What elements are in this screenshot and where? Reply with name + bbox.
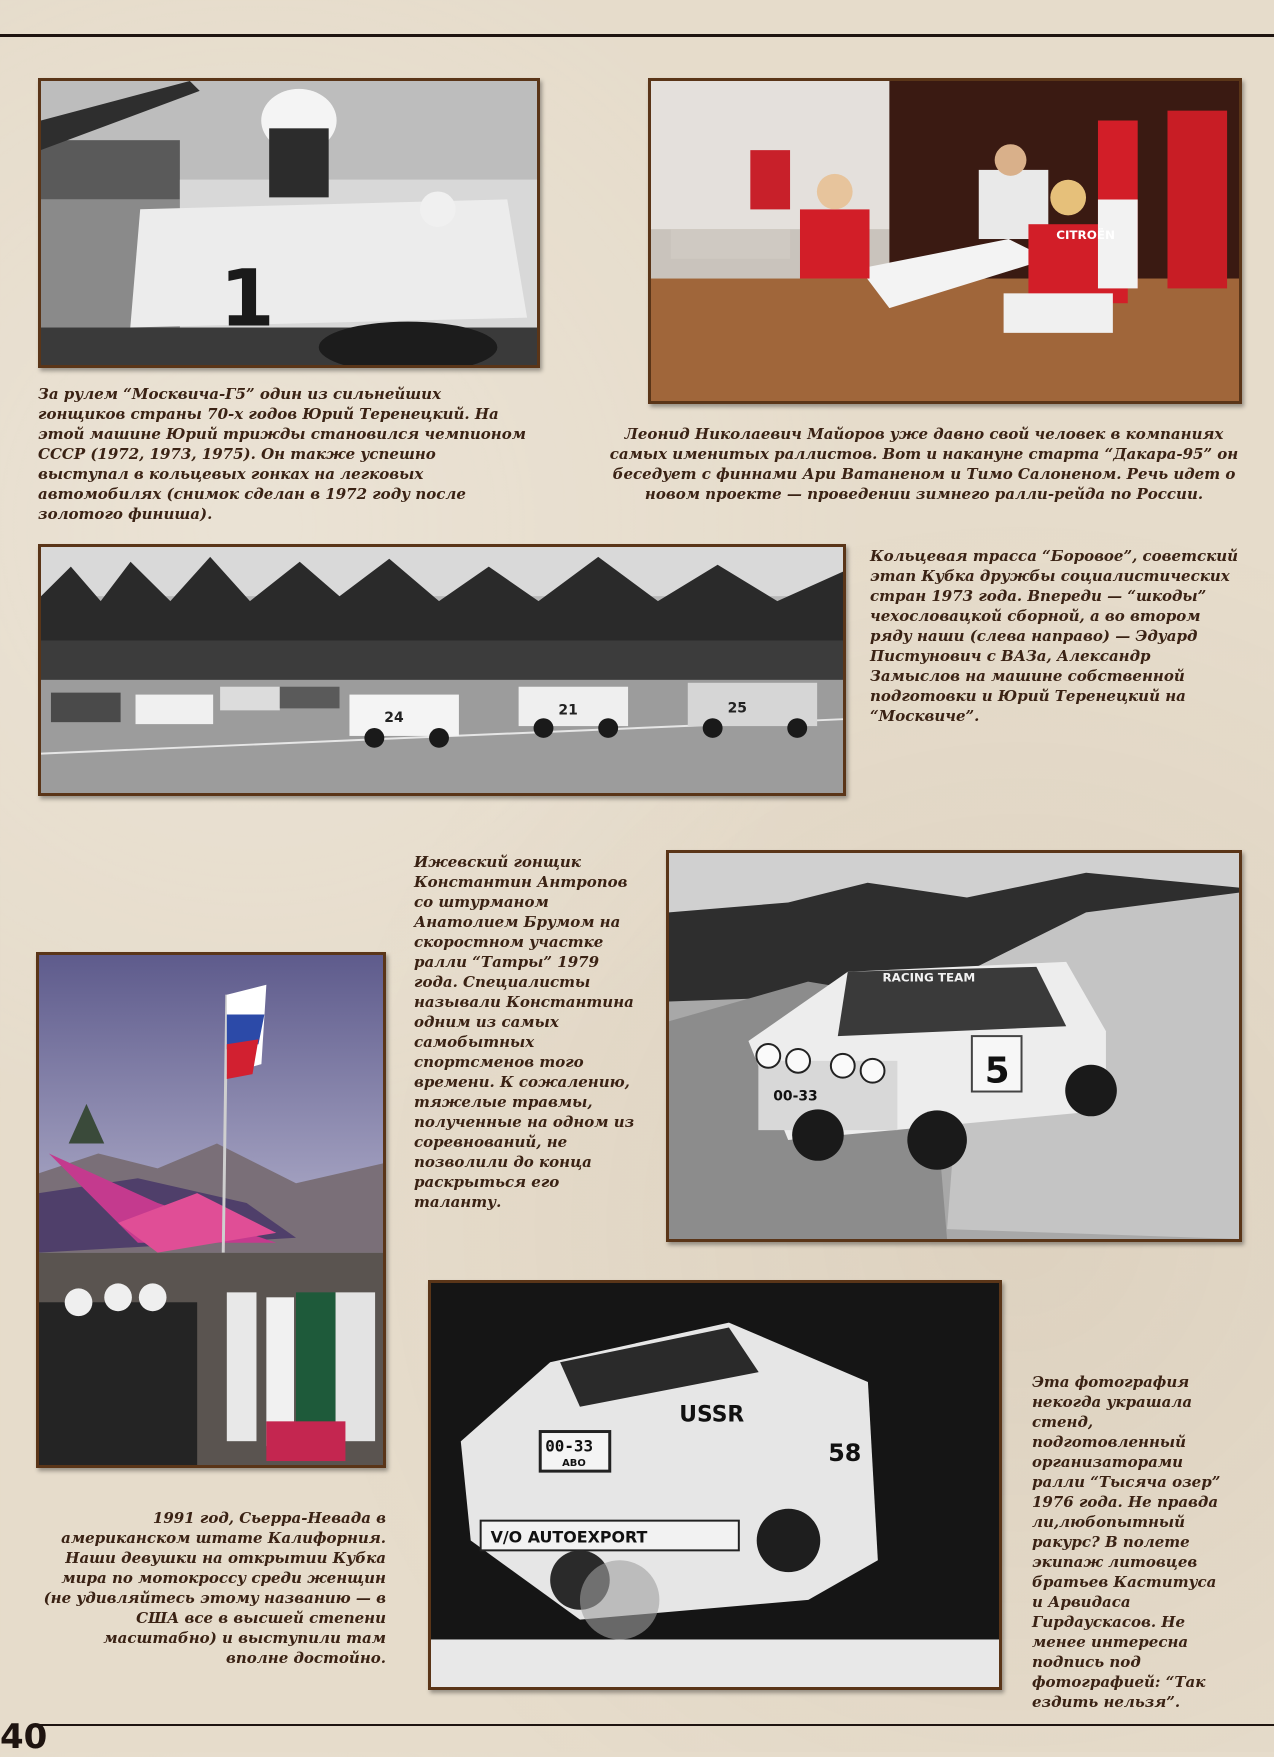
car-number-24: 24 [384,710,404,727]
page-number: 40 [0,1717,48,1757]
lada-number: 58 [828,1439,862,1468]
photo-sierra-nevada [36,952,386,1468]
car-number-21: 21 [558,702,578,719]
lada-plate: 00-33 [545,1436,594,1456]
caption-tysyacha-ozer: Эта фотография некогда украшала стенд, подготовленный организаторами ралли “Тысяча озер” 1976 года. Не правда ли,любопытный ракурс? В полете экипаж литовцев братьев Каституса и Арвидаса Гирдаускасов. Не менее интересна подпись под фотографией: “Так ездить нельзя”. [1032,1373,1221,1711]
caption-sierra-nevada: 1991 год, Сьерра-Невада в американском штате Калифорния. Наши девушки на открытии Кубка мира по мотокроссу среди женщин (не удивляйтесь этому названию — в США все в высшей степени масштабно) и выступили там вполне достойно. [43,1509,386,1667]
citroen-logo-text: CITROËN [1056,228,1115,243]
car-number-25: 25 [727,700,747,717]
photo-dakar-meeting [648,78,1242,404]
lada-plate-sub: ABO [562,1458,586,1470]
moskvich-number: 5 [984,1050,1010,1092]
lada-side-text: USSR [679,1402,745,1428]
caption-antropov: Ижевский гонщик Константин Антропов со штурманом Анатолием Брумом на скоростном участке ралли “Татры” 1979 года. Специалисты называли Константина одним из самых самобытных спортсменов того времени. К сожалению, тяжелые травмы, полученные на одном из соревнований, не позволили до конца раскрыться его таланту. [414,853,635,1211]
moskvich-plate: 00-33 [773,1088,818,1105]
moskvich-racing-team: RACING TEAM [882,970,976,985]
caption-borovoe: Кольцевая трасса “Боровое”, советский этап Кубка дружбы социалистических стран 1973 года. Впереди — “шкоды” чехословацкой сборной, а во втором ряду наши (слева направо) — Эдуард Пистунович с ВАЗа, Александр Замыслов на машине собственной подготовки и Юрий Теренецкий на “Москвиче”. [870,547,1239,725]
race-number-1: 1 [219,252,275,345]
bottom-rule [40,1724,1274,1726]
photo-moskvich-g5 [38,78,540,368]
photo-lada-jump [428,1280,1002,1690]
photo-borovoe-circuit [38,544,846,796]
top-rule [0,34,1274,37]
lada-bumper-text: V/O AUTOEXPORT [490,1527,648,1547]
photo-antropov-moskvich [666,850,1242,1242]
caption-moskvich-g5: За рулем “Москвича-Г5” один из сильнейших гонщиков страны 70-х годов Юрий Теренецкий. На этой машине Юрий трижды становился чемпионом СССР (1972, 1973, 1975). Он также успешно выступал в кольцевых гонках на легковых автомобилях (снимок сделан в 1972 году после золотого финиша). [38,385,526,523]
caption-mayorov: Леонид Николаевич Майоров уже давно свой человек в компаниях самых именитых раллистов. Вот и накануне старта “Дакара-95” он беседует с финнами Ари Ватаненом и Тимо Салоненом. Речь идет о новом проекте — проведении зимнего ралли-рейда по России. [609,425,1239,503]
